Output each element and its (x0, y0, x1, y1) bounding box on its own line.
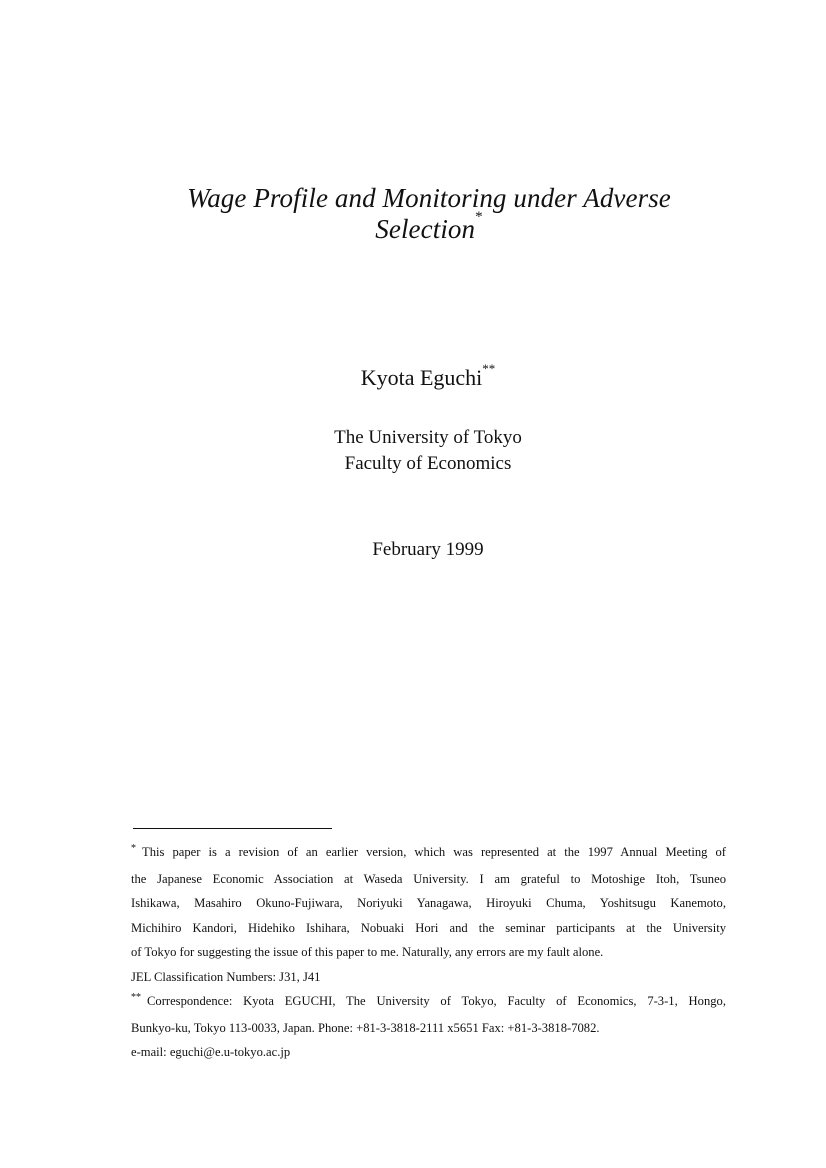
title-line-2 (0, 209, 826, 245)
author-footnote-mark: ** (482, 361, 496, 376)
affiliation (0, 425, 826, 477)
footnote-1-text-1: This paper is a revision of an earlier version, which was represented at the 1997 Annual Meeting of (142, 845, 726, 859)
footnote-2-mark: ** (131, 992, 141, 1003)
footnote-1-line-5: of Tokyo for suggesting the issue of this paper to me. Naturally, any errors are my fault alone. (131, 945, 604, 959)
title-footnote-mark: * (475, 209, 483, 225)
footnote-divider (133, 828, 332, 829)
author-name: Kyota Eguchi (360, 365, 483, 390)
title-line-1: Wage Profile and Monitoring under Adverse (187, 183, 671, 213)
footnote-2-text-1: Correspondence: Kyota EGUCHI, The University of Tokyo, Faculty of Economics, 7-3-1, Hongo, (147, 994, 726, 1008)
email-address: e-mail: eguchi@e.u-tokyo.ac.jp (131, 1045, 291, 1059)
affiliation-university: The University of Tokyo (334, 427, 522, 448)
author (0, 361, 826, 391)
footnote-1-line-1 (131, 840, 726, 867)
footnote-1-line-2: the Japanese Economic Association at Waseda University. I am grateful to Motoshige Itoh, Tsuneo (131, 871, 726, 886)
publication-date: February 1999 (372, 539, 484, 560)
footnote-1-mark: * (131, 843, 136, 854)
jel-classification: JEL Classification Numbers: J31, J41 (131, 969, 321, 984)
footnote-1-line-4: Michihiro Kandori, Hidehiko Ishihara, Nobuaki Hori and the seminar participants at the University (131, 920, 726, 935)
footnote-2-line-1 (131, 989, 726, 1016)
footnote-1-line-3: Ishikawa, Masahiro Okuno-Fujiwara, Noriyuki Yanagawa, Hiroyuki Chuma, Yoshitsugu Kanemoto, (131, 896, 726, 910)
footnotes (131, 840, 726, 1065)
affiliation-faculty: Faculty of Economics (344, 453, 512, 474)
paper-title (0, 183, 826, 245)
footnote-2-line-2: Bunkyo-ku, Tokyo 113-0033, Japan. Phone: +81-3-3818-2111 x5651 Fax: +81-3-3818-7082. (131, 1020, 600, 1035)
title-line-2-text: Selection (375, 214, 476, 244)
